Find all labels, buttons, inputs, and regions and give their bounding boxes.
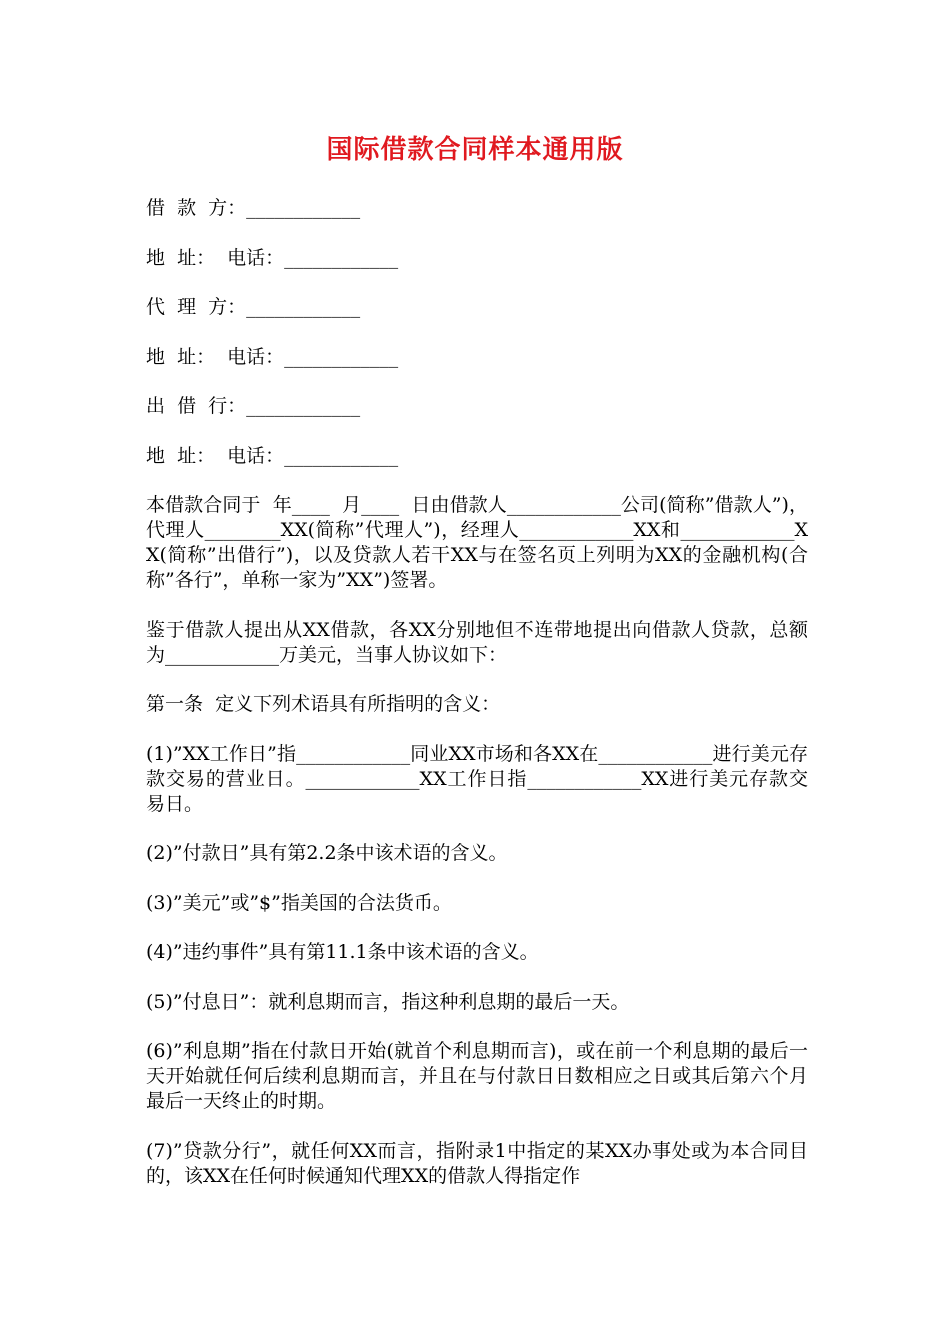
lender-address-phone-field: 地 址： 电话：____________ xyxy=(146,444,399,467)
borrower-address-phone-field: 地 址： 电话：____________ xyxy=(146,246,399,269)
lender-bank-field: 出 借 行：____________ xyxy=(146,395,361,417)
definition-7: (7)”贷款分行”，就任何XX而言，指附录1中指定的某XX办事处或为本合同目的，该XX在任何时候通知代理XX的借款人得指定作 xyxy=(146,1139,808,1187)
document-title: 国际借款合同样本通用版 xyxy=(326,135,624,165)
borrower-field: 借 款 方：____________ xyxy=(146,197,361,219)
definition-1: (1)”XX工作日”指____________同业XX市场和各XX在____________进行美元存款交易的营业日。____________XX工作日指____________XX进行美元存款交易日。 xyxy=(146,742,808,815)
agent-address-phone-field: 地 址： 电话：____________ xyxy=(146,345,399,368)
definition-6: (6)”利息期”指在付款日开始(就首个利息期而言)，或在前一个利息期的最后一天开始就任何后续利息期而言，并且在与付款日日数相应之日或其后第六个月最后一天终止的时期。 xyxy=(146,1040,808,1112)
agent-field: 代 理 方：____________ xyxy=(146,296,361,318)
preamble-paragraph: 本借款合同于 年____ 月____ 日由借款人____________公司(简称”借款人”)，代理人________XX(简称”代理人”)，经理人____________XX和____________XX(简称”出借行”)，以及贷款人若干XX与在签名页上列明为XX的金融机构(合称”各行”，单称一家为”XX”)签署。 xyxy=(146,494,808,591)
article-one-heading: 第一条 定义下列术语具有所指明的含义： xyxy=(146,693,501,715)
definition-5: (5)”付息日”：就利息期而言，指这种利息期的最后一天。 xyxy=(146,990,630,1013)
document-body xyxy=(146,196,808,1213)
definition-4: (4)”违约事件”具有第11.1条中该术语的含义。 xyxy=(146,941,539,963)
definition-2: (2)”付款日”具有第2.2条中该术语的含义。 xyxy=(146,842,508,864)
definition-3: (3)”美元”或”$”指美国的合法货币。 xyxy=(146,891,452,914)
recital-paragraph: 鉴于借款人提出从XX借款，各XX分别地但不连带地提出向借款人贷款，总额为____________万美元，当事人协议如下： xyxy=(146,618,808,666)
